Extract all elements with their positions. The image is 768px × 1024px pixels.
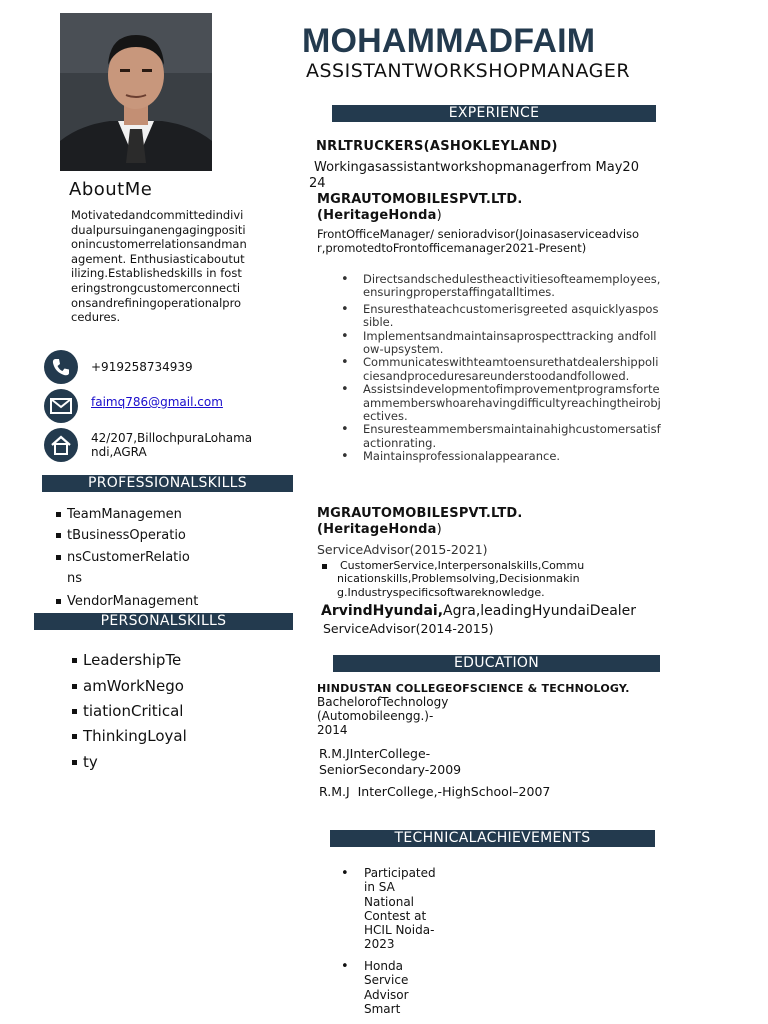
achievement-line: Service	[364, 973, 409, 988]
job3-company	[317, 506, 523, 538]
school-line: R.M.J InterCollege,-HighSchool–2007	[319, 784, 551, 799]
achievement-line: Participated	[364, 866, 436, 880]
job3-skills-bullet	[322, 559, 333, 572]
job4-company	[321, 603, 636, 619]
job2-bullet: • Ensuresthateachcustomerisgreeted asquicklyaspossible.	[363, 303, 661, 330]
job-title: ASSISTANTWORKSHOPMANAGER	[306, 60, 631, 82]
job1-description: Workingasassistantworkshopmanagerfrom May2024	[309, 160, 639, 191]
achievement-bullet: •	[341, 959, 349, 974]
professional-skills-header: PROFESSIONALSKILLS	[42, 475, 293, 492]
achievement-line: Smart	[364, 1001, 401, 1016]
job3-company-name: MGRAUTOMOBILESPVT.LTD.	[317, 506, 523, 521]
achievement-line: 2023	[364, 937, 395, 952]
degree-line: (Automobileengg.)-	[317, 709, 434, 723]
job2-bullet: • Communicateswithteamtoensurethatdealershippoliciesandproceduresareunderstoodandfollowed.	[363, 356, 661, 383]
job3-brand-paren: )	[436, 522, 442, 537]
job2-company	[317, 192, 523, 224]
personal-skill-line: LeadershipTe	[72, 651, 181, 669]
job4-company-name: ArvindHyundai,	[321, 603, 444, 619]
achievement-line: HCIL Noida-	[364, 923, 435, 938]
job3-skills: CustomerService,Interpersonalskills,Communicationskills,Problemsolving,Decisionmaking.Industryspecificsoftwareknowledge.	[337, 559, 585, 599]
personal-skill-line: ty	[72, 753, 98, 771]
degree-line: BachelorofTechnology	[317, 695, 449, 709]
job2-bullet: • Ensuresteammembersmaintainahighcustomersatisfactionrating.	[363, 423, 661, 450]
achievement-item	[364, 959, 409, 1016]
achievements-header: TECHNICALACHIEVEMENTS	[330, 830, 655, 847]
job3-role: ServiceAdvisor(2015-2021)	[317, 542, 488, 557]
personal-skill-line: ThinkingLoyal	[72, 727, 187, 745]
candidate-name: MOHAMMADFAIM	[302, 22, 596, 60]
pro-skill-line: nsCustomerRelatio	[56, 550, 190, 565]
phone-icon	[44, 350, 78, 384]
job4-role: ServiceAdvisor(2014-2015)	[323, 621, 494, 636]
email-link[interactable]: faimq786@gmail.com	[91, 395, 223, 409]
experience-header: EXPERIENCE	[332, 105, 656, 122]
job3-brand-name: (HeritageHonda	[317, 522, 437, 537]
achievement-line: Honda	[364, 959, 403, 973]
school-line: R.M.JInterCollege-	[319, 746, 431, 761]
job3-brand	[317, 522, 523, 538]
school-line: SeniorSecondary-2009	[319, 762, 462, 777]
job2-brand-paren: )	[436, 208, 442, 223]
job2-responsibilities	[363, 273, 661, 464]
phone-number: +919258734939	[91, 360, 193, 374]
achievement-line: Advisor	[364, 987, 409, 1002]
job2-role: FrontOfficeManager/ senioradvisor(Joinasaserviceadvisor,promotedtoFrontofficemanager2021-Present)	[317, 227, 640, 255]
pro-skill-line: TeamManagemen	[56, 507, 182, 522]
about-heading: AboutMe	[69, 179, 153, 200]
achievement-line: Contest at	[364, 908, 427, 923]
job2-brand-name: (HeritageHonda	[317, 208, 437, 223]
mail-icon	[44, 389, 78, 423]
pro-skill-line: tBusinessOperatio	[56, 528, 186, 543]
job2-brand	[317, 208, 523, 224]
achievement-bullet: •	[341, 866, 349, 881]
personal-skill-line: tiationCritical	[72, 702, 183, 720]
achievement-item	[364, 866, 436, 952]
profile-photo	[60, 13, 212, 171]
personal-skills-header: PERSONALSKILLS	[34, 613, 293, 630]
degree-line: 2014	[317, 723, 348, 737]
college-name: HINDUSTAN COLLEGEOFSCIENCE & TECHNOLOGY.	[317, 682, 630, 695]
job2-company-name: MGRAUTOMOBILESPVT.LTD.	[317, 192, 523, 207]
job2-bullet: • Implementsandmaintainsaprospecttracking andfollow-upsystem.	[363, 330, 661, 357]
education-header: EDUCATION	[333, 655, 660, 672]
personal-skill-line: amWorkNego	[72, 677, 184, 695]
job4-company-detail: Agra,leadingHyundaiDealer	[443, 603, 637, 619]
pro-skill-line: VendorManagement	[56, 594, 198, 609]
pro-skill-line: ns	[67, 571, 83, 586]
about-text: Motivatedandcommittedindividualpursuinganengagingpositionincustomerrelationsandmanagement. Enthusiasticaboututilizing.Establishedskills in fosteringstrongcustomerconnectionsandrefiningoperationalprocedures.	[71, 208, 247, 325]
address: 42/207,BillochpuraLohamandi,AGRA	[91, 431, 253, 459]
job2-bullet: • Directsandschedulestheactivitiesofteamemployees,ensuringproperstaffingatalltimes.	[363, 273, 661, 300]
job2-bullet: • Assistsindevelopmentofimprovementprogramsforteammemberswhoarehavingdifficultyreachingtheirobjectives.	[363, 383, 661, 423]
job1-company: NRLTRUCKERS(ASHOKLEYLAND)	[316, 139, 558, 154]
home-icon	[44, 428, 78, 462]
achievement-line: National	[364, 894, 415, 909]
achievement-line: in SA	[364, 880, 395, 895]
job2-bullet: • Maintainsprofessionalappearance.	[363, 450, 661, 463]
